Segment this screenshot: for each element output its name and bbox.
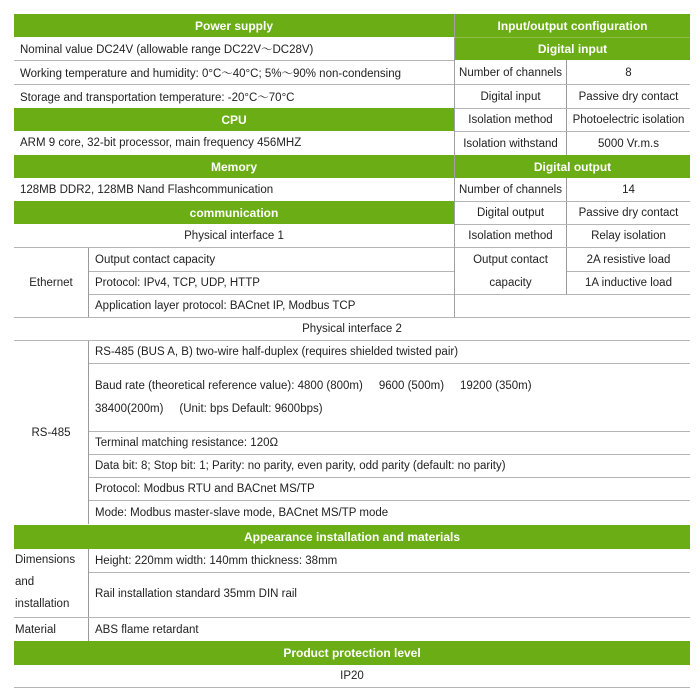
- dimensions-label-line2: and: [15, 576, 35, 588]
- ethernet-output-contact: Output contact capacity: [95, 253, 216, 266]
- rs485-mode: Mode: Modbus master-slave mode, BACnet MS/TP mode: [95, 506, 389, 519]
- ethernet-application-protocol: Application layer protocol: BACnet IP, Modbus TCP: [95, 300, 356, 312]
- dimensions-size: Height: 220mm width: 140mm thickness: 38mm: [95, 554, 338, 567]
- power-storage-temperature: Storage and transportation temperature: -20°C～70°C: [20, 91, 295, 104]
- rs485-data-bits: Data bit: 8; Stop bit: 1; Parity: no parity, even parity, odd parity (default: no parity): [95, 460, 506, 472]
- io-config-header: Input/output configuration: [455, 14, 690, 37]
- rs485-baud-rate: [89, 364, 690, 431]
- dimensions-label-line1: Dimensions: [15, 554, 76, 566]
- cpu-spec: ARM 9 core, 32-bit processor, main frequency 456MHZ: [20, 136, 302, 149]
- communication-header: communication: [14, 201, 454, 224]
- do-contact-capacity-inductive: 1A inductive load: [585, 277, 672, 289]
- dimensions-label: [14, 549, 88, 615]
- dimensions-label-line3: installation: [15, 598, 70, 610]
- rs485-terminal-resistance: Terminal matching resistance: 120Ω: [95, 437, 279, 449]
- physical-interface-1: Physical interface 1: [184, 229, 284, 242]
- dimensions-rail: Rail installation standard 35mm DIN rail: [95, 588, 297, 600]
- power-supply-header: Power supply: [14, 14, 454, 37]
- power-working-temperature: Working temperature and humidity: 0°C～40°C; 5%～90% non-condensing: [20, 67, 402, 80]
- di-isolation-method-value: Photoelectric isolation: [572, 114, 685, 126]
- do-isolation-method-label: Isolation method: [468, 230, 553, 242]
- ethernet-protocol: Protocol: IPv4, TCP, UDP, HTTP: [95, 277, 260, 289]
- do-contact-capacity-label: [455, 248, 566, 294]
- appearance-header: Appearance installation and materials: [14, 525, 690, 549]
- di-type-label: Digital input: [480, 90, 541, 103]
- material-value: ABS flame retardant: [95, 623, 199, 636]
- do-type-value: Passive dry contact: [578, 207, 679, 219]
- rs485-bus-spec: RS-485 (BUS A, B) two-wire half-duplex (requires shielded twisted pair): [95, 346, 459, 358]
- power-nominal-value: Nominal value DC24V (allowable range DC22V～DC28V): [20, 43, 314, 56]
- digital-input-header: Digital input: [455, 38, 690, 60]
- di-isolation-withstand-label: Isolation withstand: [463, 137, 558, 150]
- di-isolation-withstand-value: 5000 Vr.m.s: [598, 137, 659, 150]
- do-channels-label: Number of channels: [459, 183, 562, 196]
- do-channels-value: 14: [622, 183, 635, 196]
- di-type-value: Passive dry contact: [578, 90, 679, 103]
- material-label: Material: [15, 623, 56, 636]
- baud-rate-line-1: Baud rate (theoretical reference value): 4800 (800m) 9600 (500m) 19200 (350m): [95, 379, 532, 392]
- di-isolation-method-label: Isolation method: [468, 114, 553, 126]
- do-contact-capacity-label-line1: Output contact: [473, 253, 548, 266]
- memory-spec: 128MB DDR2, 128MB Nand Flashcommunication: [20, 183, 274, 196]
- rs485-protocol: Protocol: Modbus RTU and BACnet MS/TP: [95, 483, 315, 495]
- do-isolation-method-value: Relay isolation: [591, 230, 666, 242]
- do-contact-capacity-label-line2: capacity: [489, 276, 532, 289]
- do-contact-capacity-resistive: 2A resistive load: [586, 253, 671, 266]
- rs485-label: RS-485: [31, 426, 71, 439]
- ethernet-label: Ethernet: [29, 276, 73, 289]
- protection-level-header: Product protection level: [14, 641, 690, 665]
- digital-output-header: Digital output: [455, 155, 690, 178]
- cpu-header: CPU: [14, 108, 454, 131]
- memory-header: Memory: [14, 155, 454, 178]
- do-type-label: Digital output: [476, 207, 545, 219]
- baud-rate-line-2: 38400(200m) (Unit: bps Default: 9600bps): [95, 402, 323, 415]
- protection-level-value: IP20: [340, 670, 364, 682]
- di-channels-label: Number of channels: [459, 66, 562, 79]
- physical-interface-2: Physical interface 2: [302, 323, 402, 335]
- di-channels-value: 8: [625, 66, 632, 79]
